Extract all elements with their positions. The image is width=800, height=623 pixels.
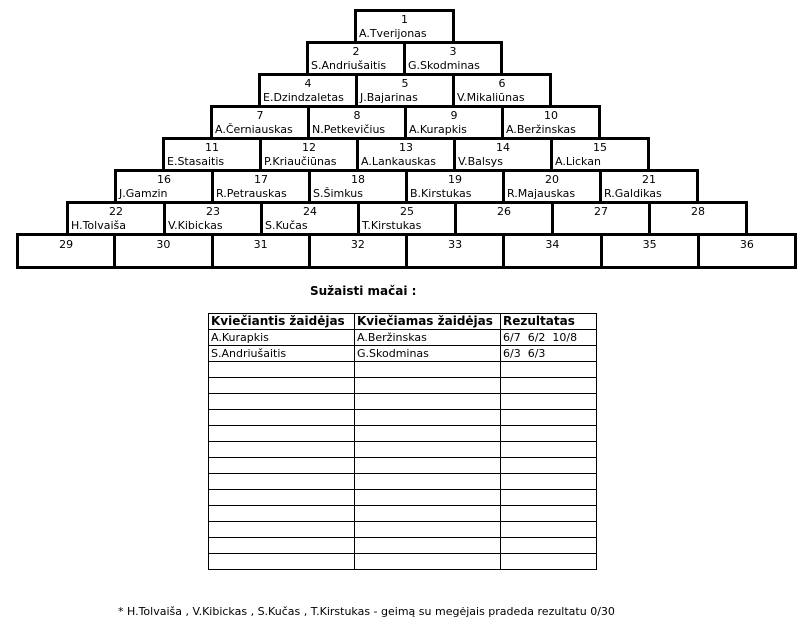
pyramid-slot-number: 35 bbox=[642, 238, 657, 251]
pyramid-slot-number: 29 bbox=[59, 238, 74, 251]
invited-player-cell bbox=[355, 362, 501, 378]
result-cell: 6/3 6/3 bbox=[501, 346, 597, 362]
pyramid-slot-number: 12 bbox=[302, 141, 316, 154]
pyramid-slot-player: B.Kirstukas bbox=[410, 187, 472, 200]
pyramid-slot-number: 4 bbox=[304, 77, 312, 90]
invited-player-cell bbox=[355, 410, 501, 426]
pyramid-slot bbox=[16, 233, 116, 269]
inviting-player-cell bbox=[209, 362, 355, 378]
pyramid-slot bbox=[502, 169, 602, 204]
pyramid-slot-number: 21 bbox=[642, 173, 656, 186]
pyramid-slot-number: 18 bbox=[351, 173, 365, 186]
pyramid-slot-player: A.Kurapkis bbox=[409, 123, 467, 136]
pyramid-slot bbox=[211, 233, 311, 269]
pyramid-slot-player: R.Galdikas bbox=[604, 187, 662, 200]
table-row bbox=[209, 330, 597, 346]
inviting-player-cell: S.Andriušaitis bbox=[209, 346, 355, 362]
pyramid-slot-number: 30 bbox=[156, 238, 171, 251]
table-row bbox=[209, 378, 597, 394]
inviting-player-cell bbox=[209, 426, 355, 442]
inviting-player-cell bbox=[209, 410, 355, 426]
footnote: * H.Tolvaiša , V.Kibickas , S.Kučas , T.Kirstukas - geimą su megėjais pradeda rezultatu 0/30 bbox=[118, 605, 615, 618]
pyramid-slot-player: S.Andriušaitis bbox=[311, 59, 387, 72]
invited-player-cell bbox=[355, 490, 501, 506]
invited-player-cell bbox=[355, 538, 501, 554]
pyramid-slot-number: 9 bbox=[450, 109, 458, 122]
pyramid-slot-player: A.Beržinskas bbox=[506, 123, 576, 136]
invited-player-cell bbox=[355, 458, 501, 474]
pyramid-slot-number: 2 bbox=[352, 45, 360, 58]
table-row bbox=[209, 394, 597, 410]
pyramid-slot-number: 27 bbox=[594, 205, 608, 218]
inviting-player-cell bbox=[209, 394, 355, 410]
pyramid-slot bbox=[648, 201, 748, 236]
pyramid-slot bbox=[501, 105, 601, 140]
pyramid-slot-number: 1 bbox=[401, 13, 408, 26]
pyramid-slot-player: H.Tolvaiša bbox=[71, 219, 126, 232]
pyramid-slot bbox=[113, 233, 213, 269]
pyramid-slot-player: A.Černiauskas bbox=[215, 123, 293, 136]
result-cell bbox=[501, 458, 597, 474]
pyramid-slot bbox=[162, 137, 262, 172]
pyramid-slot bbox=[405, 169, 505, 204]
pyramid-slot-number: 20 bbox=[545, 173, 559, 186]
pyramid-slot-number: 36 bbox=[739, 238, 754, 251]
pyramid-slot-number: 10 bbox=[544, 109, 558, 122]
pyramid-slot-player: S.Šimkus bbox=[313, 187, 363, 200]
pyramid-slot bbox=[404, 105, 504, 140]
table-row bbox=[209, 474, 597, 490]
result-cell: 6/7 6/2 10/8 bbox=[501, 330, 597, 346]
result-cell bbox=[501, 426, 597, 442]
pyramid-slot-player: J.Gamzin bbox=[119, 187, 168, 200]
pyramid-slot-player: T.Kirstukas bbox=[362, 219, 422, 232]
pyramid-slot bbox=[354, 9, 455, 44]
pyramid-slot-player: V.Kibickas bbox=[168, 219, 223, 232]
pyramid-slot bbox=[452, 73, 552, 108]
pyramid-slot bbox=[308, 233, 408, 269]
pyramid-slot bbox=[66, 201, 166, 236]
table-row bbox=[209, 458, 597, 474]
pyramid-slot-number: 23 bbox=[206, 205, 220, 218]
result-cell bbox=[501, 522, 597, 538]
table-row bbox=[209, 442, 597, 458]
pyramid-slot bbox=[551, 201, 651, 236]
pyramid-slot bbox=[600, 233, 700, 269]
pyramid-slot-number: 33 bbox=[448, 238, 463, 251]
tournament-pyramid bbox=[0, 0, 800, 270]
invited-player-cell: G.Skodminas bbox=[355, 346, 501, 362]
inviting-player-cell bbox=[209, 378, 355, 394]
column-header-invited-player: Kviečiamas žaidėjas bbox=[355, 314, 501, 330]
pyramid-slot bbox=[210, 105, 310, 140]
result-cell bbox=[501, 474, 597, 490]
pyramid-slot bbox=[355, 73, 455, 108]
pyramid-slot-number: 31 bbox=[253, 238, 268, 251]
pyramid-slot bbox=[405, 233, 505, 269]
inviting-player-cell bbox=[209, 506, 355, 522]
inviting-player-cell bbox=[209, 554, 355, 570]
pyramid-slot-player: R.Majauskas bbox=[507, 187, 576, 200]
pyramid-slot-player: E.Dzindzaletas bbox=[263, 91, 344, 104]
pyramid-slot bbox=[550, 137, 650, 172]
result-cell bbox=[501, 362, 597, 378]
table-row bbox=[209, 554, 597, 570]
table-row bbox=[209, 506, 597, 522]
pyramid-slot-number: 14 bbox=[496, 141, 510, 154]
result-cell bbox=[501, 394, 597, 410]
pyramid-slot-player: R.Petrauskas bbox=[216, 187, 287, 200]
inviting-player-cell bbox=[209, 474, 355, 490]
table-row bbox=[209, 490, 597, 506]
table-row bbox=[209, 346, 597, 362]
played-matches-title: Sužaisti mačai : bbox=[310, 284, 417, 298]
table-row bbox=[209, 410, 597, 426]
pyramid-slot-number: 15 bbox=[593, 141, 607, 154]
inviting-player-cell: A.Kurapkis bbox=[209, 330, 355, 346]
pyramid-slot bbox=[502, 233, 602, 269]
pyramid-slot bbox=[211, 169, 311, 204]
pyramid-slot-player: J.Bajarinas bbox=[360, 91, 418, 104]
pyramid-slot-number: 6 bbox=[498, 77, 506, 90]
pyramid-slot-player: P.Kriaučiūnas bbox=[264, 155, 337, 168]
pyramid-slot-player: V.Balsys bbox=[458, 155, 503, 168]
pyramid-slot-number: 22 bbox=[109, 205, 123, 218]
result-cell bbox=[501, 442, 597, 458]
pyramid-slot-number: 34 bbox=[545, 238, 560, 251]
invited-player-cell bbox=[355, 506, 501, 522]
table-row bbox=[209, 362, 597, 378]
pyramid-slot-number: 32 bbox=[350, 238, 365, 251]
pyramid-slot-number: 28 bbox=[691, 205, 705, 218]
pyramid-slot bbox=[114, 169, 214, 204]
pyramid-slot-player: N.Petkevičius bbox=[312, 123, 386, 136]
pyramid-slot-number: 17 bbox=[254, 173, 268, 186]
invited-player-cell: A.Beržinskas bbox=[355, 330, 501, 346]
inviting-player-cell bbox=[209, 522, 355, 538]
pyramid-slot-player: V.Mikaliūnas bbox=[457, 91, 525, 104]
result-cell bbox=[501, 554, 597, 570]
pyramid-slot bbox=[258, 73, 358, 108]
pyramid-slot-number: 5 bbox=[401, 77, 409, 90]
pyramid-slot bbox=[259, 137, 359, 172]
pyramid-slot-player: S.Kučas bbox=[265, 219, 308, 232]
table-row bbox=[209, 538, 597, 554]
result-cell bbox=[501, 538, 597, 554]
pyramid-slot bbox=[356, 137, 456, 172]
pyramid-slot bbox=[163, 201, 263, 236]
pyramid-slot-number: 11 bbox=[205, 141, 219, 154]
result-cell bbox=[501, 490, 597, 506]
table-row bbox=[209, 426, 597, 442]
pyramid-slot bbox=[403, 41, 503, 76]
pyramid-slot-number: 8 bbox=[353, 109, 361, 122]
pyramid-slot bbox=[260, 201, 360, 236]
pyramid-slot-number: 16 bbox=[157, 173, 171, 186]
column-header-inviting-player: Kviečiantis žaidėjas bbox=[209, 314, 355, 330]
invited-player-cell bbox=[355, 474, 501, 490]
pyramid-slot-number: 24 bbox=[303, 205, 317, 218]
pyramid-slot-player: A.Lickan bbox=[555, 155, 601, 168]
inviting-player-cell bbox=[209, 538, 355, 554]
invited-player-cell bbox=[355, 426, 501, 442]
inviting-player-cell bbox=[209, 458, 355, 474]
invited-player-cell bbox=[355, 378, 501, 394]
pyramid-slot-player: E.Stasaitis bbox=[167, 155, 225, 168]
table-header-row bbox=[209, 314, 597, 330]
pyramid-slot bbox=[306, 41, 406, 76]
pyramid-slot bbox=[307, 105, 407, 140]
pyramid-slot bbox=[308, 169, 408, 204]
table-row bbox=[209, 522, 597, 538]
played-matches-table bbox=[208, 313, 597, 570]
pyramid-slot-player: G.Skodminas bbox=[408, 59, 480, 72]
invited-player-cell bbox=[355, 554, 501, 570]
result-cell bbox=[501, 506, 597, 522]
pyramid-slot bbox=[697, 233, 797, 269]
pyramid-slot-player: A.Lankauskas bbox=[361, 155, 436, 168]
invited-player-cell bbox=[355, 522, 501, 538]
pyramid-slot bbox=[357, 201, 457, 236]
pyramid-slot bbox=[454, 201, 554, 236]
invited-player-cell bbox=[355, 442, 501, 458]
pyramid-slot-number: 7 bbox=[256, 109, 264, 122]
pyramid-slot-number: 26 bbox=[497, 205, 511, 218]
pyramid-slot bbox=[599, 169, 699, 204]
pyramid-slot-player: A.Tverijonas bbox=[359, 27, 427, 40]
inviting-player-cell bbox=[209, 442, 355, 458]
pyramid-slot-number: 3 bbox=[449, 45, 457, 58]
result-cell bbox=[501, 378, 597, 394]
result-cell bbox=[501, 410, 597, 426]
pyramid-slot-number: 13 bbox=[399, 141, 413, 154]
pyramid-slot bbox=[453, 137, 553, 172]
column-header-result: Rezultatas bbox=[501, 314, 597, 330]
pyramid-slot-number: 25 bbox=[400, 205, 414, 218]
pyramid-slot-number: 19 bbox=[448, 173, 462, 186]
inviting-player-cell bbox=[209, 490, 355, 506]
invited-player-cell bbox=[355, 394, 501, 410]
